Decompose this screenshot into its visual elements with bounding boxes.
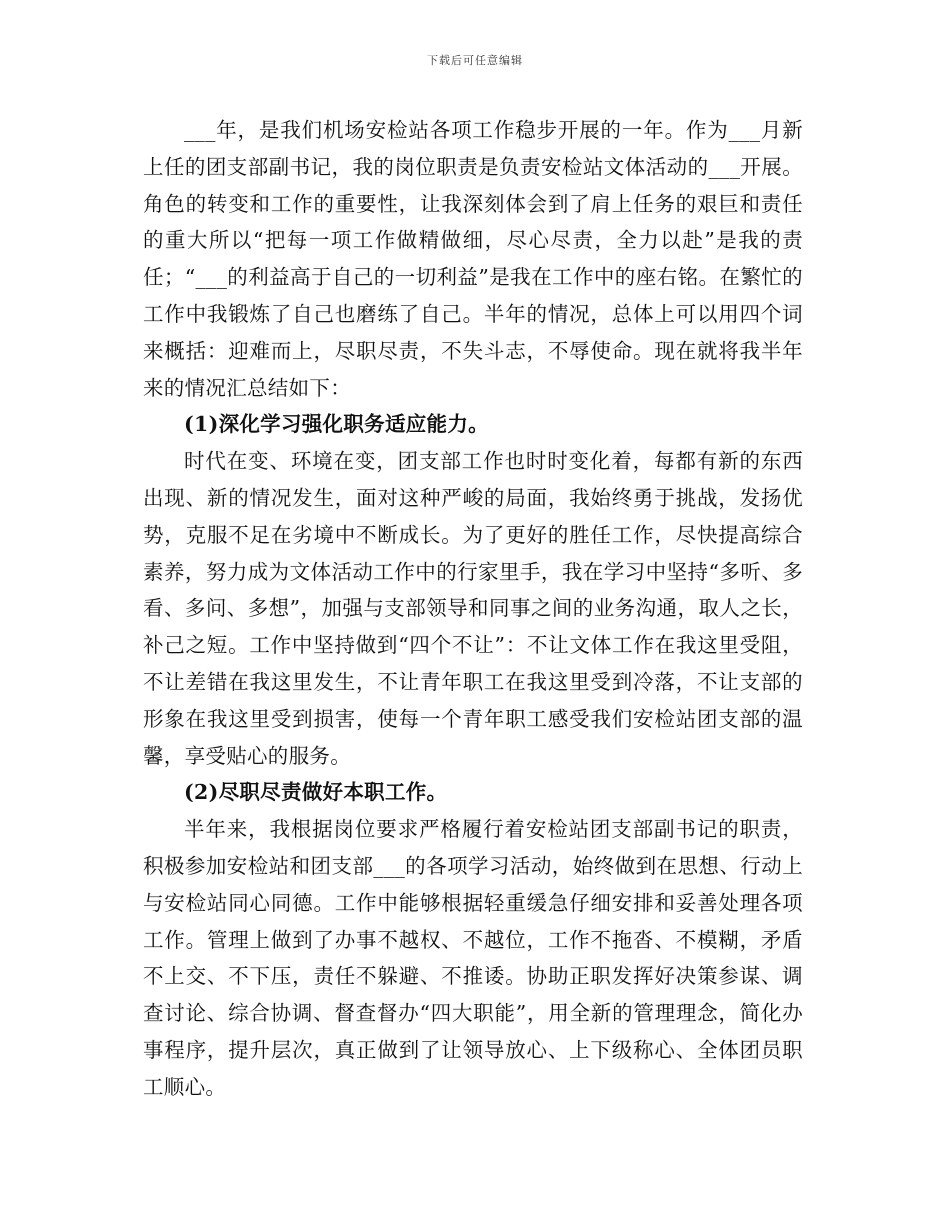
page-header: 下载后可任意编辑: [427, 54, 523, 67]
section-heading-2: (2)尽职尽责做好本职工作。: [184, 780, 448, 805]
document-body: [143, 112, 803, 1106]
section-heading-1: (1)深化学习强化职务适应能力。: [184, 412, 489, 437]
intro-paragraph: ___年，是我们机场安检站各项工作稳步开展的一年。作为___月新上任的团支部副书记，我的岗位职责是负责安检站文体活动的___开展。角色的转变和工作的重要性，让我深刻体会到了肩上任务的艰巨和责任的重大所以“把每一项工作做精做细，尽心尽责，全力以赴”是我的责任；“___的利益高于自己的一切利益”是我在工作中的座右铭。在繁忙的工作中我锻炼了自己也磨练了自己。半年的情况，总体上可以用四个词来概括：迎难而上，尽职尽责，不失斗志，不辱使命。现在就将我半年来的情况汇总结如下：: [143, 118, 803, 400]
section-2-paragraph: 半年来，我根据岗位要求严格履行着安检站团支部副书记的职责，积极参加安检站和团支部___的各项学习活动，始终做到在思想、行动上与安检站同心同德。工作中能够根据轻重缓急仔细安排和妥善处理各项工作。管理上做到了办事不越权、不越位，工作不拖沓、不模糊，矛盾不上交、不下压，责任不躲避、不推诿。协助正职发挥好决策参谋、调查讨论、综合协调、督查督办“四大职能”，用全新的管理理念，简化办事程序，提升层次，真正做到了让领导放心、上下级称心、全体团员职工顺心。: [143, 817, 803, 1099]
section-1-paragraph: 时代在变、环境在变，团支部工作也时时变化着，每都有新的东西出现、新的情况发生，面对这种严峻的局面，我始终勇于挑战，发扬优势，克服不足在劣境中不断成长。为了更好的胜任工作，尽快提高综合素养，努力成为文体活动工作中的行家里手，我在学习中坚持“多听、多看、多问、多想”，加强与支部领导和同事之间的业务沟通，取人之长，补己之短。工作中坚持做到“四个不让”：不让文体工作在我这里受阻，不让差错在我这里发生，不让青年职工在我这里受到冷落，不让支部的形象在我这里受到损害，使每一个青年职工感受我们安检站团支部的温馨，享受贴心的服务。: [143, 449, 803, 768]
